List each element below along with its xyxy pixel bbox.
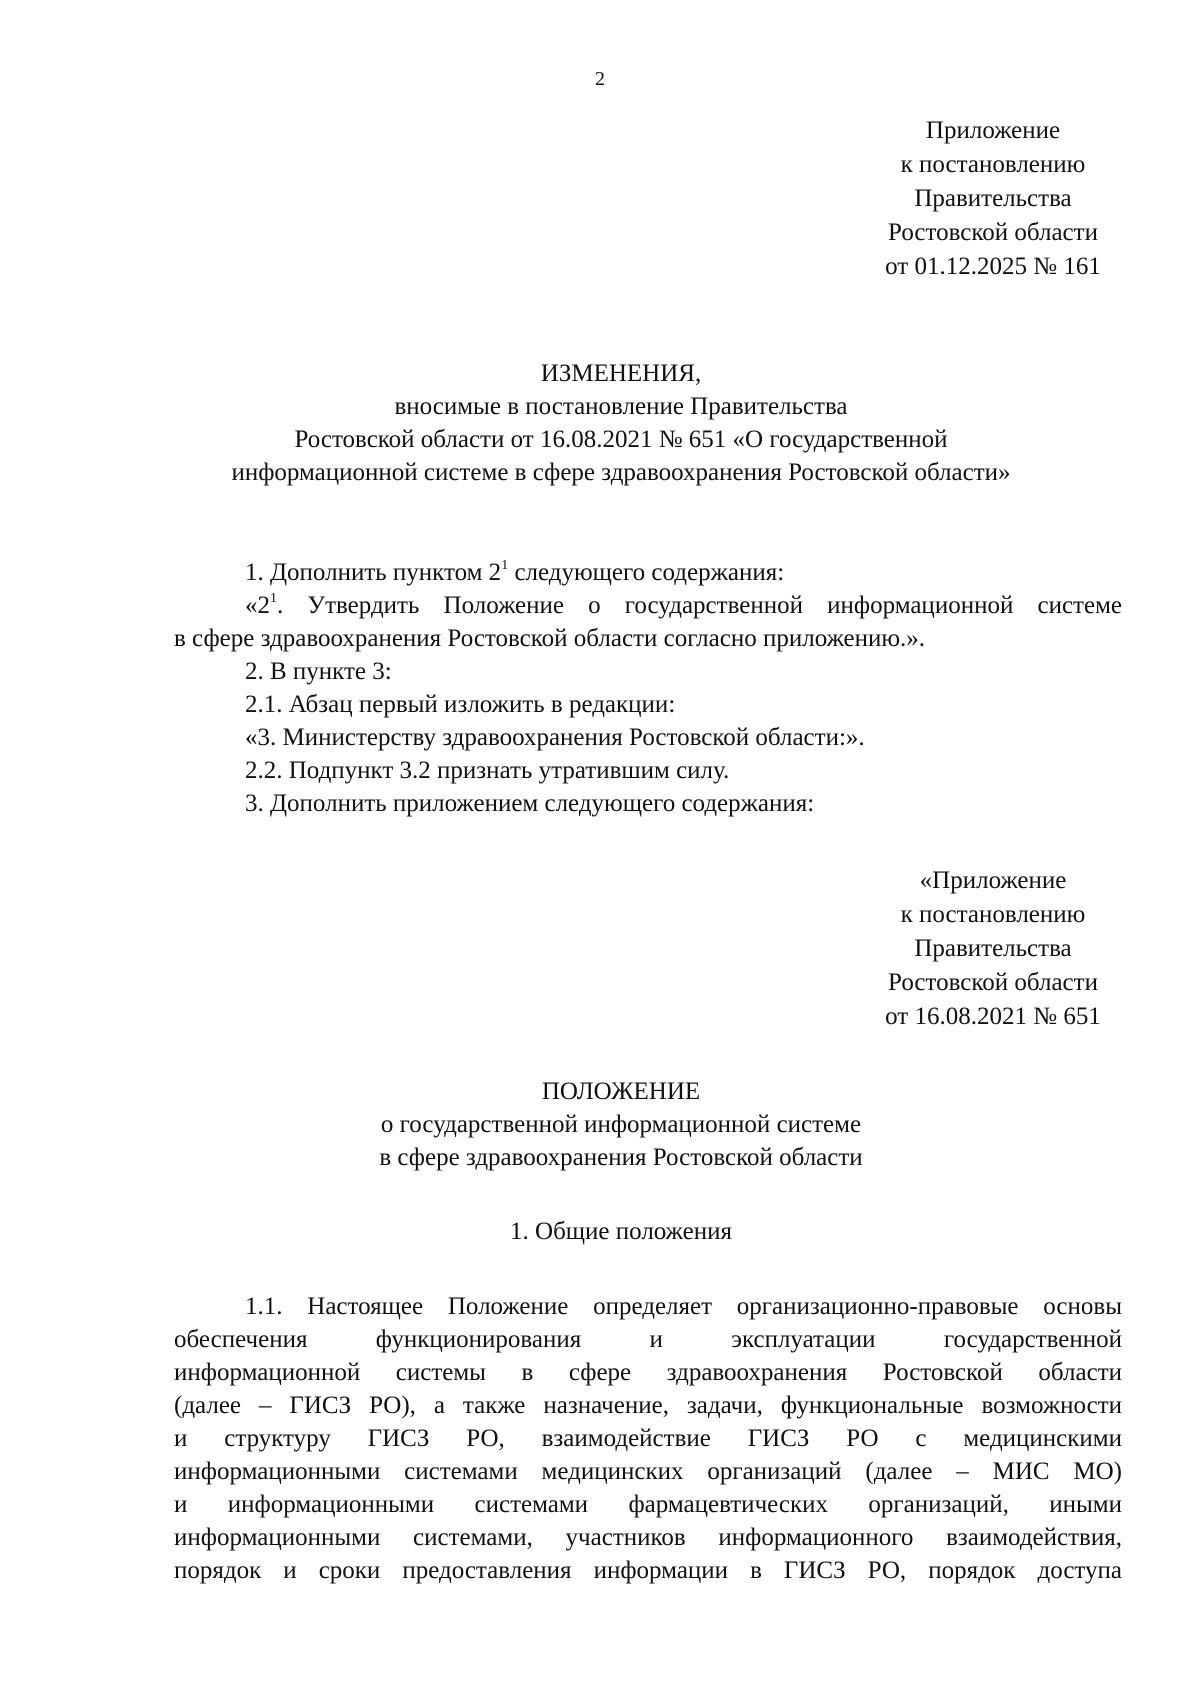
- paragraph-1-1-line: информационными системами медицинских организаций (далее – МИС МО): [174, 1458, 1122, 1485]
- amendment-item-3: 3. Дополнить приложением следующего содержания:: [245, 790, 815, 817]
- paragraph-1-1-line: и структуру ГИСЗ РО, взаимодействие ГИСЗ РО с медицинскими: [174, 1425, 1122, 1452]
- amendment-item-1: [174, 556, 1122, 589]
- approval-line: к постановлению: [900, 151, 1086, 178]
- approval-line: Приложение: [925, 117, 1061, 144]
- regulation-subtitle-line: о государственной информационной системе: [380, 1111, 862, 1138]
- paragraph-1-1-line: информационной системы в сфере здравоохранения Ростовской области: [174, 1359, 1122, 1386]
- quote-suffix: . Утвердить Положение о государственной информационной системе: [277, 592, 1122, 619]
- approval-line: Ростовской области: [888, 219, 1098, 246]
- paragraph-1-1-line: 1.1. Настоящее Положение определяет организационно-правовые основы: [245, 1293, 1122, 1320]
- quote-prefix: «2: [245, 592, 270, 619]
- paragraph-1-1-line: и информационными системами фармацевтических организаций, иными: [174, 1491, 1122, 1518]
- amendment-item-1-quote-line-1: [174, 589, 1122, 622]
- approval-line: от 01.12.2025 № 161: [885, 253, 1101, 280]
- paragraph-1-1-line: (далее – ГИСЗ РО), а также назначение, задачи, функциональные возможности: [174, 1392, 1122, 1419]
- amendment-item-2-1-quote: «3. Министерству здравоохранения Ростовской области:».: [245, 724, 865, 751]
- approval-line: Ростовской области: [888, 969, 1098, 996]
- superscript-number: 1: [501, 558, 509, 573]
- amendment-item-1-quote-line-2: в сфере здравоохранения Ростовской области согласно приложению.».: [174, 625, 926, 652]
- paragraph-1-1-line: обеспечения функционирования и эксплуатации государственной: [174, 1326, 1122, 1353]
- superscript-number: 1: [270, 591, 277, 606]
- page-number: 2: [595, 68, 605, 90]
- regulation-heading: ПОЛОЖЕНИЕ: [541, 1078, 701, 1105]
- amendment-item-1-suffix: следующего содержания:: [508, 559, 785, 586]
- title-line: Ростовской области от 16.08.2021 № 651 «О государственной: [294, 426, 948, 453]
- approval-stamp-top: [838, 114, 1148, 284]
- approval-line: «Приложение: [919, 867, 1067, 894]
- amendment-item-2-1: 2.1. Абзац первый изложить в редакции:: [245, 691, 676, 718]
- title-line: информационной системе в сфере здравоохранения Ростовской области»: [231, 459, 1011, 486]
- regulation-title: [160, 1075, 1082, 1174]
- title-heading: ИЗМЕНЕНИЯ,: [540, 360, 702, 387]
- amendment-item-2-2: 2.2. Подпункт 3.2 признать утратившим силу.: [245, 757, 730, 784]
- approval-line: от 16.08.2021 № 651: [885, 1003, 1101, 1030]
- approval-line: Правительства: [914, 935, 1072, 962]
- paragraph-1-1-line: информационными системами, участников информационного взаимодействия,: [174, 1524, 1122, 1551]
- title-line: вносимые в постановление Правительства: [394, 393, 848, 420]
- paragraph-1-1-line: порядок и сроки предоставления информации в ГИСЗ РО, порядок доступа: [174, 1557, 1122, 1584]
- document-title: [160, 357, 1082, 489]
- approval-line: Правительства: [914, 185, 1072, 212]
- amendment-item-1-prefix: 1. Дополнить пунктом 2: [245, 559, 502, 586]
- regulation-subtitle-line: в сфере здравоохранения Ростовской области: [379, 1144, 863, 1171]
- approval-line: к постановлению: [900, 901, 1086, 928]
- section-1-heading: [160, 1215, 1082, 1248]
- section-heading-text: 1. Общие положения: [510, 1218, 732, 1245]
- amendment-item-2: 2. В пункте 3:: [245, 658, 392, 685]
- approval-stamp-appendix: [838, 864, 1148, 1034]
